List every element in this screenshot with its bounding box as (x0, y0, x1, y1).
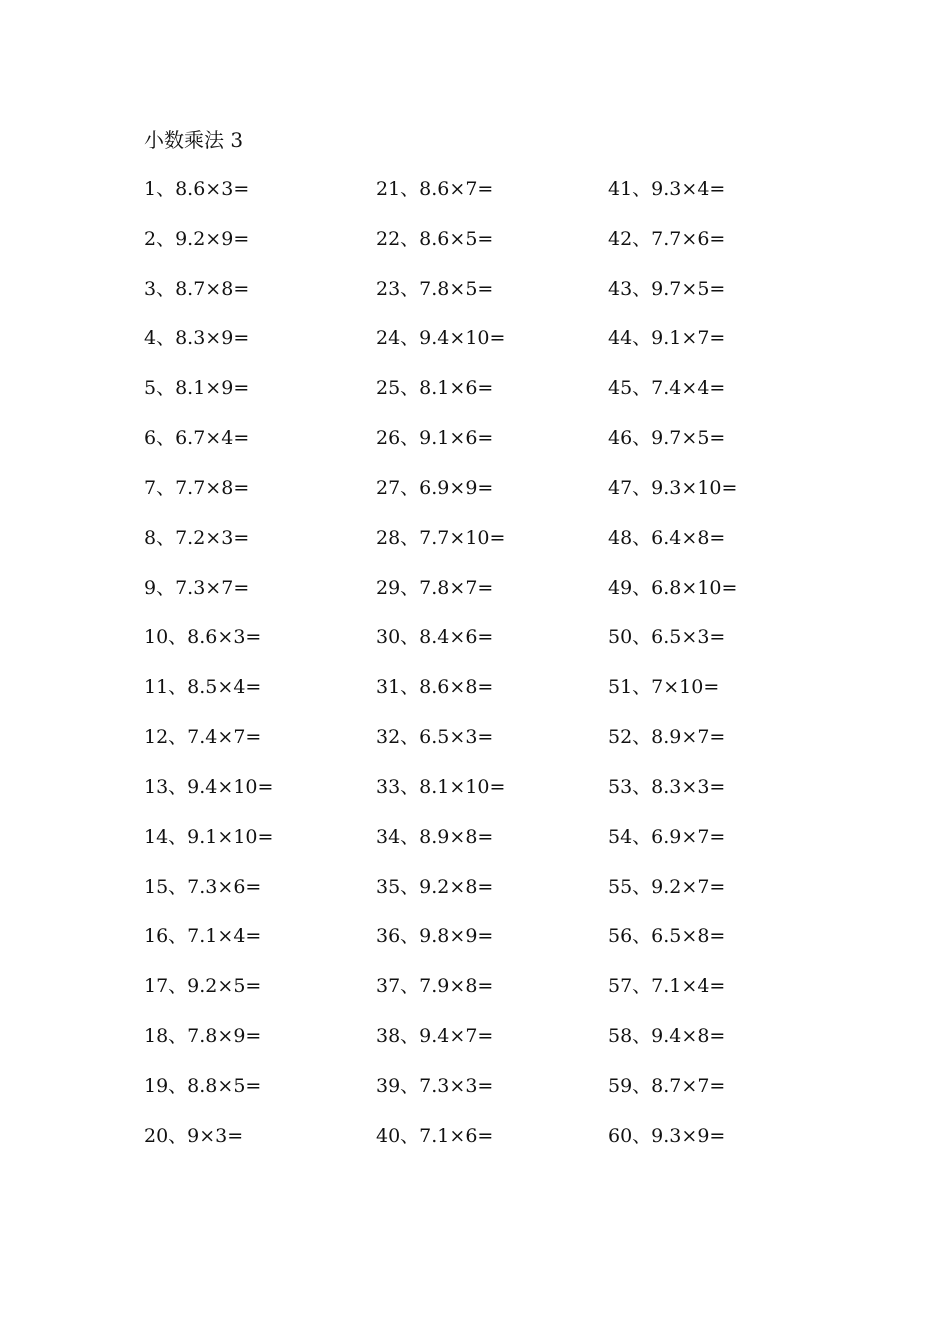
problem-item: 22、8.6×5= (376, 227, 494, 250)
problem-item: 42、7.7×6= (608, 227, 726, 250)
problem-item: 41、9.3×4= (608, 178, 726, 200)
problem-item: 18、7.8×9= (144, 1025, 262, 1048)
problem-item: 17、9.2×5= (144, 975, 262, 998)
problem-item: 7、7.7×8= (144, 476, 250, 499)
problem-item: 15、7.3×6= (144, 875, 262, 898)
problem-item: 44、9.1×7= (608, 327, 726, 350)
problem-item: 29、7.8×7= (376, 576, 494, 599)
problem-item: 59、8.7×7= (608, 1074, 726, 1097)
problem-item: 5、8.1×9= (144, 377, 250, 400)
problem-item: 52、8.9×7= (608, 726, 726, 749)
problem-item: 11、8.5×4= (144, 676, 262, 699)
problem-item: 55、9.2×7= (608, 875, 726, 898)
problem-item: 8、7.2×3= (144, 526, 250, 549)
problem-item: 32、6.5×3= (376, 726, 494, 749)
problem-item: 9、7.3×7= (144, 576, 250, 599)
problem-item: 30、8.4×6= (376, 626, 494, 649)
problem-item: 60、9.3×9= (608, 1124, 726, 1147)
problem-item: 4、8.3×9= (144, 327, 250, 350)
problem-item: 58、9.4×8= (608, 1025, 726, 1048)
problem-item: 19、8.8×5= (144, 1074, 262, 1097)
problem-column-2 (376, 175, 606, 1172)
problem-item: 33、8.1×10= (376, 775, 506, 798)
problem-item: 50、6.5×3= (608, 626, 726, 649)
problem-item: 26、9.1×6= (376, 427, 494, 450)
problem-item: 24、9.4×10= (376, 327, 506, 350)
problem-item: 51、7×10= (608, 676, 720, 699)
problem-item: 34、8.9×8= (376, 825, 494, 848)
problem-item: 27、6.9×9= (376, 476, 494, 499)
problem-item: 57、7.1×4= (608, 975, 726, 998)
problem-column-3 (608, 175, 838, 1172)
problem-item: 14、9.1×10= (144, 825, 274, 848)
problem-item: 39、7.3×3= (376, 1074, 494, 1097)
problem-item: 25、8.1×6= (376, 377, 494, 400)
problem-item: 40、7.1×6= (376, 1124, 494, 1147)
problem-item: 36、9.8×9= (376, 925, 494, 948)
problem-item: 10、8.6×3= (144, 626, 262, 649)
problem-item: 28、7.7×10= (376, 526, 506, 549)
problem-item: 20、9×3= (144, 1124, 244, 1147)
problem-item: 13、9.4×10= (144, 775, 274, 798)
worksheet-title: 小数乘法 3 (144, 128, 244, 152)
problem-item: 23、7.8×5= (376, 277, 494, 300)
problem-item: 37、7.9×8= (376, 975, 494, 998)
problem-item: 54、6.9×7= (608, 825, 726, 848)
problem-item: 48、6.4×8= (608, 526, 726, 549)
problem-item: 47、9.3×10= (608, 476, 738, 499)
problem-item: 6、6.7×4= (144, 427, 250, 450)
problem-item: 16、7.1×4= (144, 925, 262, 948)
problem-item: 38、9.4×7= (376, 1025, 494, 1048)
problem-item: 1、8.6×3= (144, 178, 250, 200)
problem-item: 46、9.7×5= (608, 427, 726, 450)
problem-item: 2、9.2×9= (144, 227, 250, 250)
problem-item: 12、7.4×7= (144, 726, 262, 749)
problem-item: 3、8.7×8= (144, 277, 250, 300)
problem-column-1 (144, 175, 374, 1172)
problem-item: 49、6.8×10= (608, 576, 738, 599)
problem-item: 35、9.2×8= (376, 875, 494, 898)
problem-item: 21、8.6×7= (376, 178, 494, 200)
problem-item: 53、8.3×3= (608, 775, 726, 798)
problem-item: 43、9.7×5= (608, 277, 726, 300)
problem-item: 45、7.4×4= (608, 377, 726, 400)
problem-item: 56、6.5×8= (608, 925, 726, 948)
problem-item: 31、8.6×8= (376, 676, 494, 699)
